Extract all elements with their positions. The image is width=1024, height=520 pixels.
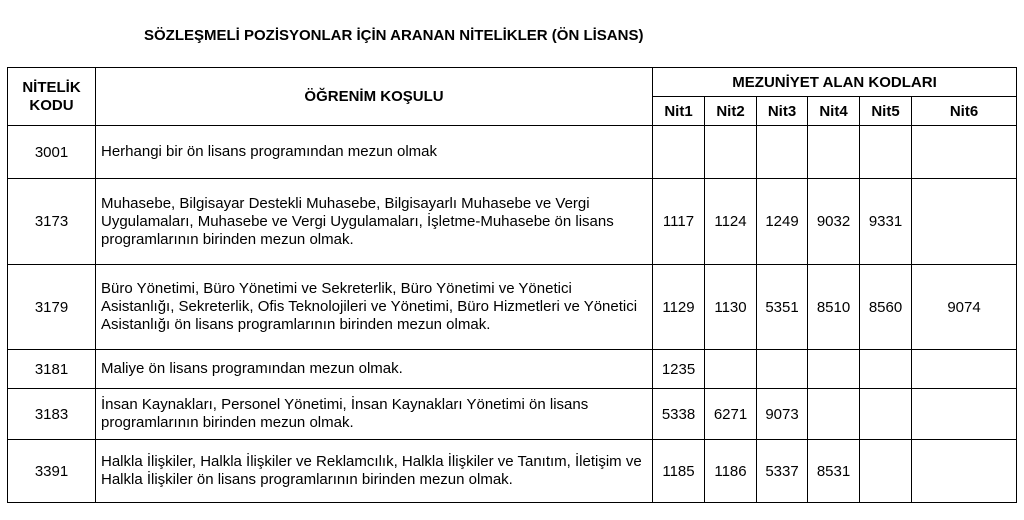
row-code: 3181: [8, 350, 96, 389]
table-row: [8, 350, 1017, 389]
nit-cell: 5337: [757, 440, 808, 503]
nit-cell: [653, 126, 705, 179]
header-code: [8, 68, 96, 126]
table-row: [8, 389, 1017, 440]
header-nit6: Nit6: [912, 97, 1017, 126]
row-condition: İnsan Kaynakları, Personel Yönetimi, İnsan Kaynakları Yönetimi ön lisans programlarının birinden mezun olmak.: [96, 389, 653, 440]
header-graduation-codes: MEZUNİYET ALAN KODLARI: [653, 68, 1017, 97]
nit-cell: [912, 350, 1017, 389]
table-row: [8, 179, 1017, 265]
nit-cell: 1186: [705, 440, 757, 503]
header-nit4: Nit4: [808, 97, 860, 126]
nit-cell: 1249: [757, 179, 808, 265]
nit-cell: 1185: [653, 440, 705, 503]
nit-cell: 1235: [653, 350, 705, 389]
nit-cell: 9032: [808, 179, 860, 265]
row-condition: Halkla İlişkiler, Halkla İlişkiler ve Reklamcılık, Halkla İlişkiler ve Tanıtım, İletişim ve Halkla İlişkiler ön lisans programlarının birinden mezun olmak.: [96, 440, 653, 503]
nit-cell: 1124: [705, 179, 757, 265]
nit-cell: [860, 389, 912, 440]
nit-cell: [757, 350, 808, 389]
nit-cell: [912, 440, 1017, 503]
nit-cell: [860, 440, 912, 503]
nit-cell: 6271: [705, 389, 757, 440]
page-title: SÖZLEŞMELİ POZİSYONLAR İÇİN ARANAN NİTELİKLER (ÖN LİSANS): [144, 27, 644, 44]
nit-cell: [705, 350, 757, 389]
header-nit3: Nit3: [757, 97, 808, 126]
row-condition: Büro Yönetimi, Büro Yönetimi ve Sekreterlik, Büro Yönetimi ve Yönetici Asistanlığı, Sekreterlik, Ofis Teknolojileri ve Yönetimi, Büro Hizmetleri ve Yönetici Asistanlığı ön lisans programlarının birinden mezun olmak.: [96, 265, 653, 350]
qualifications-table: [7, 67, 1017, 503]
header-code-line1: NİTELİK: [22, 78, 81, 96]
row-code: 3173: [8, 179, 96, 265]
table-row: [8, 265, 1017, 350]
header-nit1: Nit1: [653, 97, 705, 126]
row-condition: Muhasebe, Bilgisayar Destekli Muhasebe, Bilgisayarlı Muhasebe ve Vergi Uygulamaları, Muhasebe ve Vergi Uygulamaları, İşletme-Muhasebe ön lisans programlarının birinden mezun olmak.: [96, 179, 653, 265]
nit-cell: 1130: [705, 265, 757, 350]
nit-cell: [860, 350, 912, 389]
nit-cell: 9331: [860, 179, 912, 265]
nit-cell: [912, 126, 1017, 179]
nit-cell: [912, 389, 1017, 440]
nit-cell: [912, 179, 1017, 265]
header-nit5: Nit5: [860, 97, 912, 126]
nit-cell: [808, 389, 860, 440]
nit-cell: 8560: [860, 265, 912, 350]
header-nit2: Nit2: [705, 97, 757, 126]
header-condition: ÖĞRENİM KOŞULU: [96, 68, 653, 126]
row-code: 3001: [8, 126, 96, 179]
table-row: [8, 440, 1017, 503]
row-code: 3183: [8, 389, 96, 440]
nit-cell: 8510: [808, 265, 860, 350]
nit-cell: [705, 126, 757, 179]
nit-cell: 5338: [653, 389, 705, 440]
nit-cell: 5351: [757, 265, 808, 350]
nit-cell: [860, 126, 912, 179]
header-code-line2: KODU: [29, 96, 74, 114]
nit-cell: [808, 350, 860, 389]
row-condition: Maliye ön lisans programından mezun olmak.: [96, 350, 653, 389]
row-condition: Herhangi bir ön lisans programından mezun olmak: [96, 126, 653, 179]
nit-cell: 9074: [912, 265, 1017, 350]
nit-cell: 9073: [757, 389, 808, 440]
nit-cell: [757, 126, 808, 179]
nit-cell: 1117: [653, 179, 705, 265]
row-code: 3391: [8, 440, 96, 503]
nit-cell: [808, 126, 860, 179]
row-code: 3179: [8, 265, 96, 350]
nit-cell: 1129: [653, 265, 705, 350]
nit-cell: 8531: [808, 440, 860, 503]
table-row: [8, 126, 1017, 179]
